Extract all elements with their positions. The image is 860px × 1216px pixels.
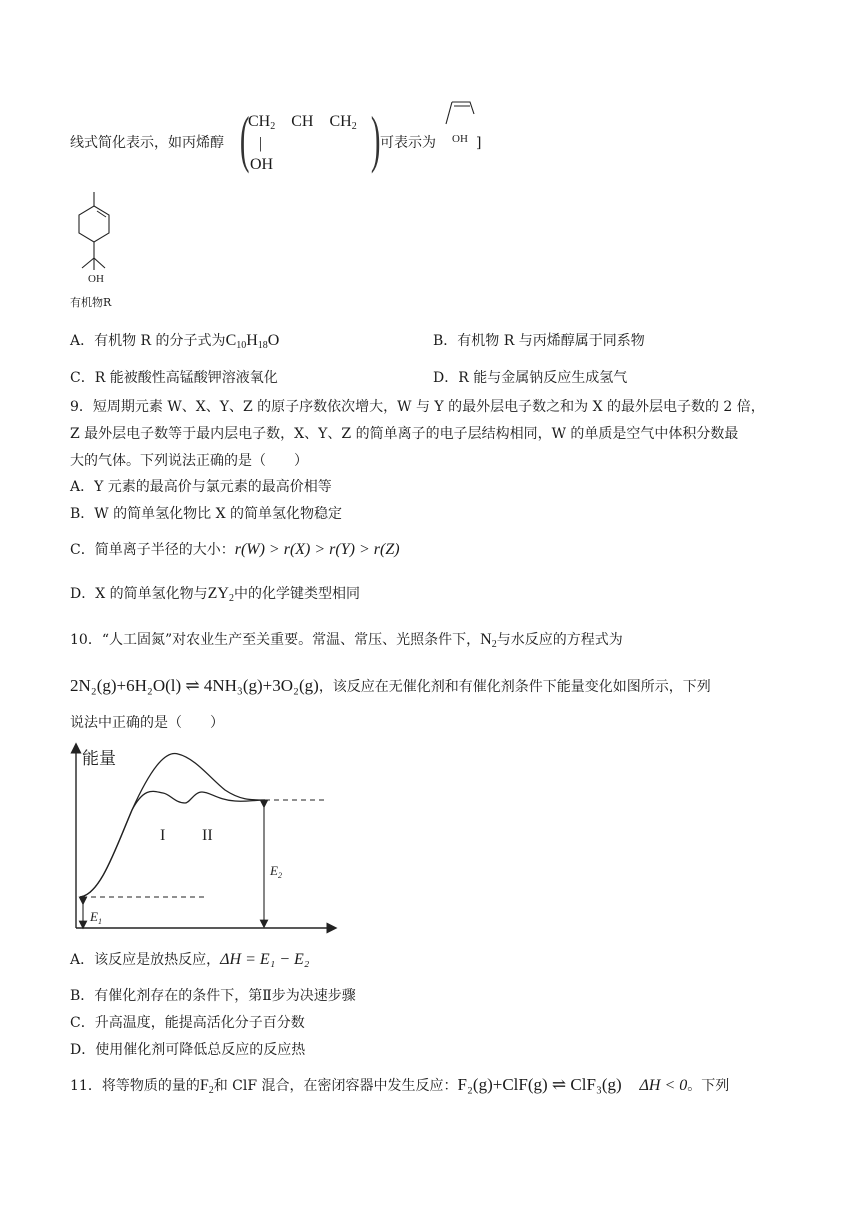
skeletal-oh-label: OH [452,133,468,145]
step-i-label: I [160,827,166,844]
q10-option-d: D．使用催化剂可降低总反应的反应热 [70,1042,306,1058]
q9-stem-line1: 9．短周期元素 W、X、Y、Z 的原子序数依次增大，W 与 Y 的最外层电子数之和为 X 的最外层电子数的 2 倍， [70,399,765,415]
q10-stem-line3: 说法中正确的是（ ） [70,715,224,731]
intro-suffix: 可表示为 [380,135,436,151]
e1-label: $E_1$ [90,909,102,926]
q10-stem-line1: 10．“人工固氮”对农业生产至关重要。常温、常压、光照条件下，$N_2$与水反应的方程式为 [70,631,623,650]
q9-option-c: C．简单离子半径的大小：r(W) > r(X) > r(Y) > r(Z) [70,541,400,558]
q10-option-a: A．该反应是放热反应，ΔH = E₁ − E₂ [70,951,310,968]
step-ii-label: II [202,827,213,844]
q10-option-c: C．升高温度，能提高活化分子百分数 [70,1015,305,1031]
q9-option-d: D．X 的简单氢化物与$ZY_2$中的化学键类型相同 [70,585,360,604]
propenol-bond-bar: | [259,135,263,152]
molecule-r-caption: 有机物R [70,296,112,309]
catalyzed-curve [80,791,265,897]
q11-stem: 11．将等物质的量的$F_2$和 ClF 混合，在密闭容器中发生反应：F₂(g)+ClF(g) ⇌ ClF₃(g) ΔH < 0。下列 [70,1075,730,1096]
q9-option-a: A．Y 元素的最高价与氯元素的最高价相等 [70,479,332,495]
q8-option-d: D．R 能与金属钠反应生成氢气 [433,370,628,386]
q9-option-b: B．W 的简单氢化物比 X 的简单氢化物稳定 [70,506,342,522]
q10-option-b: B．有催化剂存在的条件下，第Ⅱ步为决速步骤 [70,988,356,1004]
q9-stem-line2: Z 最外层电子数等于最内层电子数，X、Y、Z 的简单离子的电子层结构相同，W 的单质是空气中体积分数最 [70,426,739,442]
q8-option-a: A．有机物 R 的分子式为$C_{10}H_{18}O$ [70,332,280,351]
intro-text: 线式简化表示，如丙烯醇 [70,135,224,151]
uncatalyzed-curve [80,753,265,897]
right-paren: ) [370,103,381,174]
propenol-formula-top: $CH_2$ CH $CH_2$ [248,113,357,132]
molecule-r-oh: OH [88,273,104,285]
q8-option-c: C．R 能被酸性高锰酸钾溶液氧化 [70,370,278,386]
intro-bracket: ] [476,135,482,151]
q9-stem-line3: 大的气体。下列说法正确的是（ ） [70,453,308,469]
q10-stem-line2: 2N₂(g)+6H₂O(l) ⇌ 4NH₃(g)+3O₂(g)，该反应在无催化剂和有催化剂条件下能量变化如图所示，下列 [70,676,711,695]
e2-label: $E_2$ [270,863,282,880]
energy-diagram [70,740,340,935]
left-paren: ( [239,103,250,174]
molecule-r-structure [70,190,140,285]
q8-option-b: B．有机物 R 与丙烯醇属于同系物 [433,333,645,349]
propenol-oh: OH [250,156,274,173]
y-axis-label: 能量 [82,749,116,768]
